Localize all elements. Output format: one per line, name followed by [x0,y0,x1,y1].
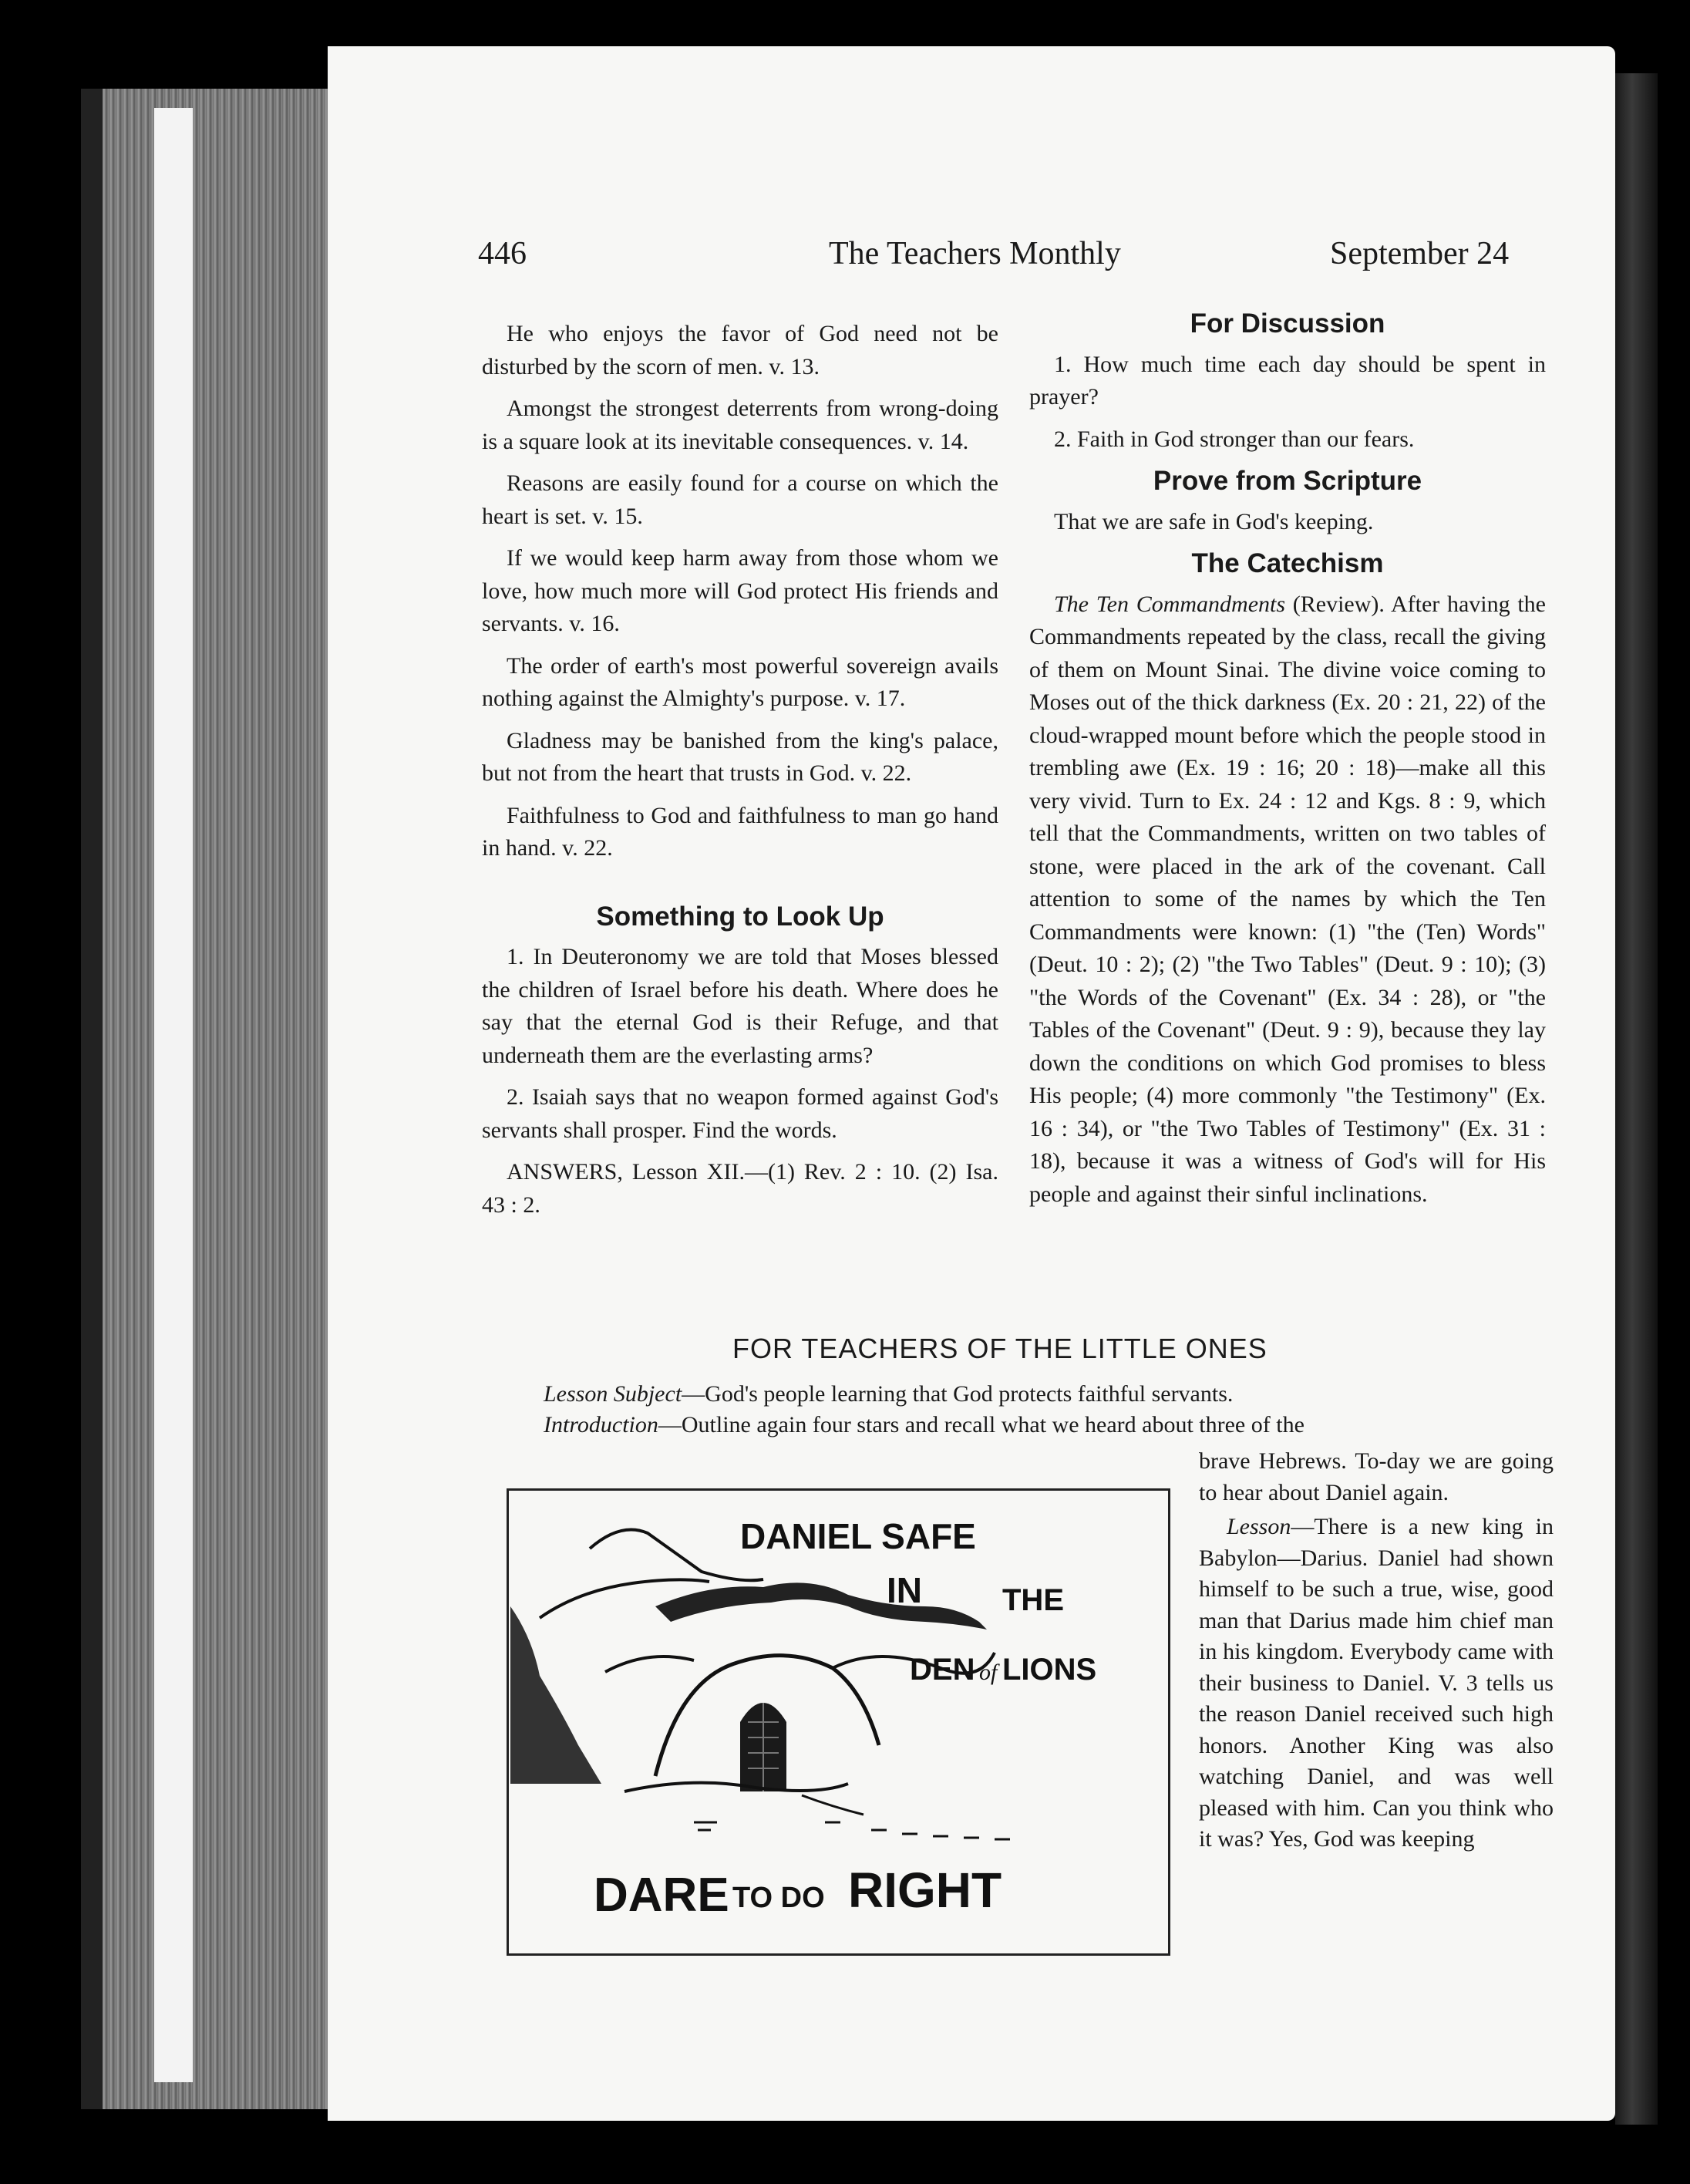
catechism-paragraph [1029,588,1546,1212]
little-ones-narrow-column [1199,1446,1554,1855]
left-column [482,318,998,1231]
discussion-item: 1. How much time each day should be spent in prayer? [1029,351,1546,410]
book-cover-edge [81,89,103,2109]
motto-to-do: TO DO [732,1882,825,1914]
illustration-drawing [509,1491,1168,1953]
daniel-den-illustration [507,1488,1170,1956]
lesson-point: Faithfulness to God and faithfulness to man go hand in hand. v. 22. [482,802,998,861]
lesson-subject [544,1379,1554,1410]
page-edge-strip [154,108,193,2082]
lesson-point: If we would keep harm away from those whom we love, how much more will God protect His friends and servants. v. 16. [482,545,998,636]
caption-lions: LIONS [1002,1653,1097,1687]
discussion-item: 2. Faith in God stronger than our fears. [1054,426,1415,452]
book-page-edges [81,89,335,2109]
look-up-item: 1. In Deuteronomy we are told that Moses blessed the children of Israel before his death. Where does he say that the eternal God is their Refuge, and that underneath them are the everlasting arms? [482,944,998,1068]
lesson-subject-text: —God's people learning that God protects faithful servants. [682,1381,1234,1407]
right-column [1029,305,1546,1220]
caption-of: of [979,1660,998,1685]
introduction-label: Introduction [544,1412,658,1437]
lesson-point: Amongst the strongest deterrents from wrong-doing is a square look at its inevitable consequences. v. 14. [482,396,998,454]
left-rock [510,1606,601,1784]
ground-line [624,1783,848,1791]
lesson-paragraph [1199,1512,1554,1855]
motto-right: RIGHT [848,1862,1002,1918]
lesson-point: Reasons are easily found for a course on which the heart is set. v. 15. [482,470,998,529]
discussion-heading: For Discussion [1190,308,1385,339]
cave-shadow [655,1582,987,1630]
caption-the: THE [1002,1583,1064,1617]
ridge-line [605,1657,694,1672]
lesson-subject-label: Lesson Subject [544,1381,682,1407]
ground-mark [694,1822,717,1830]
lesson-text: —There is a new king in Babylon—Darius. Daniel had shown himself to be such a true, wise, good man that Darius made him chief man in his kingdom. Everybody came with their business to Daniel. V. 3 tells us the reason Daniel received such high honors. Another King was also watching Daniel, and was well pleased with him. Can you think who it was? Yes, God was keeping [1199,1514,1554,1852]
introduction-continued: brave Hebrews. To-day we are going to hear about Daniel again. [1199,1448,1554,1505]
look-up-heading: Something to Look Up [596,901,884,932]
facing-page-edge [1615,73,1658,2125]
lesson-point: Gladness may be banished from the king's palace, but not from the heart that trusts in God. v. 22. [482,727,998,786]
motto-dare: DARE [594,1869,729,1922]
page-number: 446 [478,236,527,271]
prove-text: That we are safe in God's keeping. [1054,508,1374,534]
lesson-label: Lesson [1227,1514,1291,1539]
path-line [802,1795,864,1815]
answers: ANSWERS, Lesson XII.—(1) Rev. 2 : 10. (2) Isa. 43 : 2. [482,1159,998,1218]
introduction-text: —Outline again four stars and recall what we heard about three of the [658,1412,1305,1437]
mountain-outline [590,1530,763,1581]
lesson-point: He who enjoys the favor of God need not be disturbed by the scorn of men. v. 13. [482,321,998,379]
running-title: The Teachers Monthly [829,236,1121,271]
prove-heading: Prove from Scripture [1153,466,1422,496]
catechism-title: The Ten Commandments [1054,591,1286,617]
lesson-point: The order of earth's most powerful sovereign avails nothing against the Almighty's purpose. v. 17. [482,652,998,711]
caption-in: IN [887,1570,922,1610]
dashed-ground [825,1822,1010,1839]
caption-daniel-safe: DANIEL SAFE [740,1516,976,1556]
look-up-item: 2. Isaiah says that no weapon formed against God's servants shall prosper. Find the words. [482,1084,998,1143]
running-date: September 24 [1330,236,1510,271]
catechism-text: (Review). After having the Commandments repeated by the class, recall the giving of them on Mount Sinai. The divine voice coming to Moses out of the thick darkness (Ex. 20 : 21, 22) of the cloud-wrapped mount before which the people stood in trembling awe (Ex. 19 : 16; 20 : 18)—make all this very vivid. Turn to Ex. 24 : 12 and Kgs. 8 : 9, which tell that the Commandments, written on two tables of stone, were placed in the ark of the covenant. Call attention to some of the names by which the Ten Commandments were known: (1) "the (Ten) Words" (Deut. 10 : 2); (2) "the Two Tables" (Deut. 9 : 10); (3) "the Words of the Covenant" (Ex. 34 : 28), or "the Tables of the Covenant" (Deut. 9 : 9), because they lay down the conditions on which God promises to bless His people; (4) more commonly "the Testimony" (Ex. 16 : 34), or "the Two Tables of Testimony" (Ex. 31 : 18), because it was a witness of God's will for His people and against their sinful inclinations. [1029,591,1546,1207]
introduction [544,1410,1554,1441]
caption-den: DEN [910,1653,975,1687]
little-ones-heading: FOR TEACHERS OF THE LITTLE ONES [732,1333,1268,1364]
catechism-heading: The Catechism [1191,548,1384,578]
